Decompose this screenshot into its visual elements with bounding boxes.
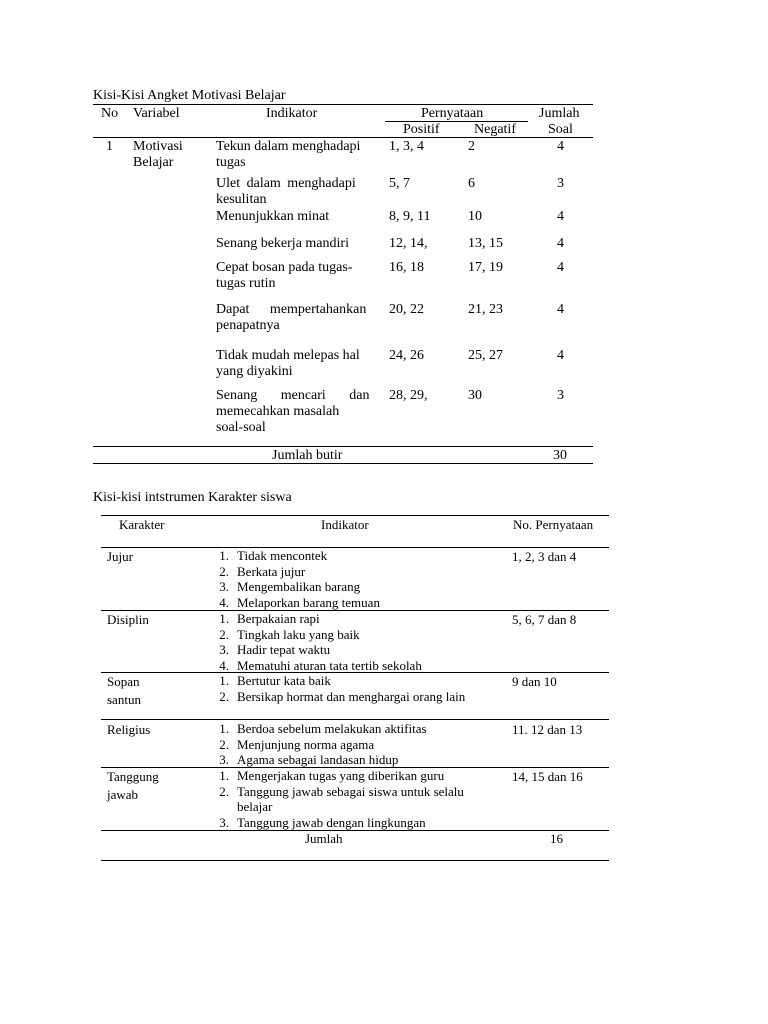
table1-header-pernyataan: Pernyataan — [421, 106, 484, 121]
list-item: 1. Bertutur kata baik — [219, 673, 331, 688]
indikator-text: yang diyakini — [216, 364, 293, 379]
list-item: 3. Agama sebagai landasan hidup — [219, 752, 399, 767]
indikator-text: memecahkan masalah — [216, 404, 340, 419]
indikator-text: tugas rutin — [216, 276, 276, 291]
karakter-label: santun — [107, 692, 141, 707]
table1-title: Kisi-Kisi Angket Motivasi Belajar — [93, 88, 286, 103]
indikator-text: Menunjukkan minat — [216, 209, 330, 224]
table1-row-no: 1 — [106, 139, 113, 154]
jumlah-cell: 4 — [557, 348, 564, 363]
table1-header-soal: Soal — [548, 122, 573, 137]
jumlah-cell: 4 — [557, 236, 564, 251]
table1-top-rule — [93, 104, 593, 105]
table2-header-karakter: Karakter — [119, 517, 165, 532]
pernyataan-no: 11. 12 dan 13 — [512, 722, 583, 737]
negatif-cell: 21, 23 — [468, 302, 503, 317]
karakter-label: Jujur — [107, 549, 133, 564]
table1-header-negatif: Negatif — [474, 122, 516, 137]
pernyataan-no: 5, 6, 7 dan 8 — [512, 612, 577, 627]
list-item: 4. Melaporkan barang temuan — [219, 594, 380, 610]
table2-top-rule — [101, 515, 609, 516]
negatif-cell: 13, 15 — [468, 236, 503, 251]
karakter-label: Sopan — [107, 674, 140, 689]
jumlah-cell: 3 — [557, 388, 564, 403]
list-item: 3. Mengembalikan barang — [219, 579, 361, 594]
jumlah-cell: 4 — [557, 302, 564, 317]
pernyataan-no: 14, 15 dan 16 — [512, 769, 583, 784]
table1-header-jumlah: Jumlah — [539, 106, 580, 121]
indikator-list — [209, 721, 427, 768]
table1-header-indikator: Indikator — [266, 106, 318, 121]
table1-header-variabel: Variabel — [133, 106, 180, 121]
indikator-text: tugas — [216, 155, 246, 170]
table2-footer-label: Jumlah — [305, 831, 343, 846]
positif-cell: 16, 18 — [389, 260, 424, 275]
list-item: 2. Berkata jujur — [219, 563, 306, 579]
jumlah-cell: 4 — [557, 209, 564, 224]
positif-cell: 28, 29, — [389, 388, 428, 403]
jumlah-cell: 4 — [557, 260, 564, 275]
table2-row-rule — [101, 719, 609, 720]
pernyataan-no: 9 dan 10 — [512, 674, 557, 689]
list-item: 3. Tanggung jawab dengan lingkungan — [219, 814, 426, 830]
indikator-text: kesulitan — [216, 192, 267, 207]
table2-header-indikator: Indikator — [321, 517, 369, 532]
table1-footer-total: 30 — [553, 448, 567, 463]
indikator-text: Tekun dalam menghadapi — [216, 139, 361, 154]
indikator-list — [209, 768, 497, 830]
karakter-label: jawab — [107, 787, 139, 802]
table1-footer-label: Jumlah butir — [272, 448, 343, 463]
negatif-cell: 30 — [468, 388, 482, 403]
indikator-list — [209, 548, 380, 610]
negatif-cell: 6 — [468, 176, 475, 191]
table1-variabel-1: Motivasi — [133, 139, 183, 154]
table2-bottom-rule — [101, 860, 609, 861]
indikator-text: soal-soal — [216, 420, 266, 435]
jumlah-cell: 3 — [557, 176, 564, 191]
negatif-cell: 2 — [468, 139, 475, 154]
karakter-label: Disiplin — [107, 612, 149, 627]
indikator-text: Cepat bosan pada tugas- — [216, 260, 353, 275]
positif-cell: 8, 9, 11 — [389, 209, 431, 224]
list-item: 1. Berpakaian rapi — [219, 611, 320, 626]
negatif-cell: 10 — [468, 209, 482, 224]
indikator-text: Tidak mudah melepas hal — [216, 348, 360, 363]
list-item: 1. Tidak mencontek — [219, 548, 328, 563]
table1-header-rule — [93, 137, 593, 138]
list-item: 1. Mengerjakan tugas yang diberikan guru — [219, 768, 445, 783]
list-item: 1. Berdoa sebelum melakukan aktifitas — [219, 721, 427, 736]
list-item: 2. Menjunjung norma agama — [219, 736, 375, 752]
indikator-text: Senang mencari dan — [216, 388, 370, 403]
indikator-text: Senang bekerja mandiri — [216, 236, 349, 251]
positif-cell: 1, 3, 4 — [389, 139, 424, 154]
table1-bottom-rule — [93, 463, 593, 464]
indikator-text: Dapat mempertahankan — [216, 302, 367, 317]
table1-footer-rule — [93, 446, 593, 447]
karakter-label: Religius — [107, 722, 151, 737]
table2-footer-rule — [101, 830, 609, 831]
indikator-text: Ulet dalam menghadapi — [216, 176, 356, 191]
positif-cell: 24, 26 — [389, 348, 424, 363]
list-item: 4. Mematuhi aturan tata tertib sekolah — [219, 657, 422, 673]
indikator-list — [209, 611, 422, 673]
negatif-cell: 25, 27 — [468, 348, 503, 363]
indikator-list — [209, 673, 465, 704]
table1-header-positif: Positif — [403, 122, 440, 137]
table2-header-no: No. Pernyataan — [513, 517, 594, 532]
list-item: 2. Bersikap hormat dan menghargai orang lain — [219, 688, 466, 704]
table1-header-no: No — [101, 106, 119, 121]
table1-variabel-2: Belajar — [133, 155, 174, 170]
positif-cell: 5, 7 — [389, 176, 410, 191]
negatif-cell: 17, 19 — [468, 260, 503, 275]
list-item: 3. Hadir tepat waktu — [219, 642, 331, 657]
table2-footer-total: 16 — [550, 831, 563, 846]
karakter-label: Tanggung — [107, 769, 159, 784]
positif-cell: 20, 22 — [389, 302, 424, 317]
list-item: 2. Tingkah laku yang baik — [219, 626, 360, 642]
table2-title: Kisi-kisi intstrumen Karakter siswa — [93, 490, 292, 505]
indikator-text: penapatnya — [216, 318, 280, 333]
pernyataan-no: 1, 2, 3 dan 4 — [512, 549, 577, 564]
jumlah-cell: 4 — [557, 139, 564, 154]
positif-cell: 12, 14, — [389, 236, 428, 251]
list-item: 2. Tanggung jawab sebagai siswa untuk selalu belajar — [219, 783, 464, 814]
